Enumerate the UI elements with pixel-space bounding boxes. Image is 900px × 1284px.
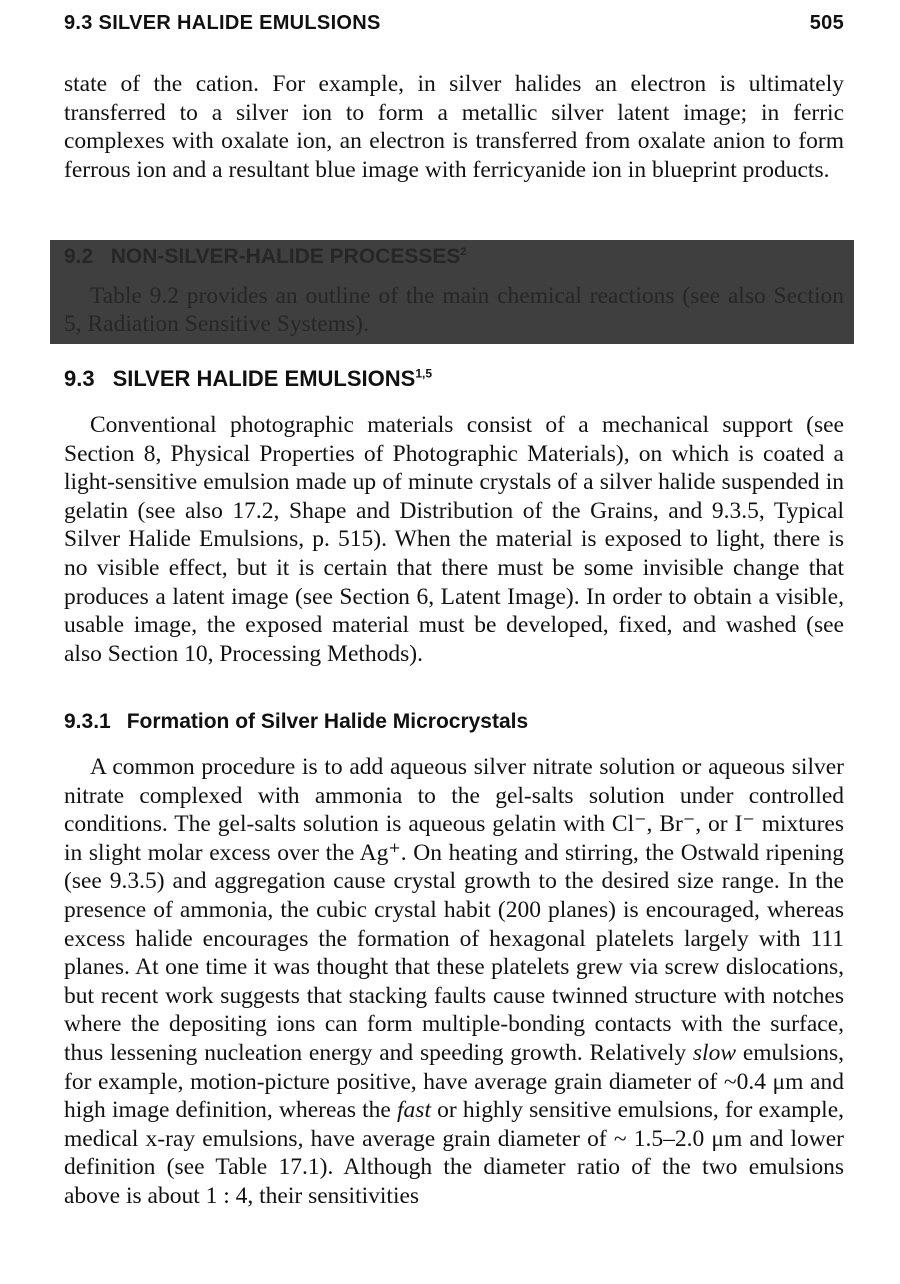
section-9-3-number: 9.3 [64, 366, 95, 391]
section-9-3-1-heading [64, 710, 528, 734]
section-9-2-text: Table 9.2 provides an outline of the main chemical reactions (see also Section 5, Radiation Sensitive Systems). [64, 283, 844, 337]
paragraph-text-a: A common procedure is to add aqueous silver nitrate solution or aqueous silver nitrate complexed with ammonia to the gel-salts solution under controlled conditions. The gel-salts solution is aqueous gelatin with Cl⁻, Br⁻, or I⁻ mixtures in slight molar excess over the Ag⁺. On heating and stirring, the Ostwald ripening (see 9.3.5) and aggregation cause crystal growth to the desired size range. In the presence of ammonia, the cubic crystal habit (200 planes) is encouraged, whereas excess halide encourages the formation of hexagonal platelets largely with 111 planes. At one time it was thought that these platelets grew via screw dislocations, but recent work suggests that stacking faults cause twinned structure with notches where the depositing ions can form multiple-bonding contacts with the surface, thus lessening nucleation energy and speeding growth. Relatively [64, 754, 844, 1066]
emphasis-slow: slow [692, 1039, 737, 1066]
emphasis-fast: fast [397, 1097, 431, 1124]
section-9-2-heading [64, 245, 467, 269]
section-9-3-1-title: Formation of Silver Halide Microcrystals [126, 710, 529, 733]
section-9-3-heading [64, 366, 432, 392]
running-head-section: 9.3 SILVER HALIDE EMULSIONS [64, 12, 381, 34]
section-9-3-paragraph: Conventional photographic materials consist of a mechanical support (see Section 8, Physical Properties of Photographic Materials), on which is coated a light-sensitive emulsion made up of minute crystals of a silver halide suspended in gelatin (see also 17.2, Shape and Distribution of the Grains, and 9.3.5, Typical Silver Halide Emulsions, p. 515). When the material is exposed to light, there is no visible effect, but it is certain that there must be some invisible change that produces a latent image (see Section 6, Latent Image). In order to obtain a visible, usable image, the exposed material must be developed, fixed, and washed (see also Section 10, Processing Methods). [64, 412, 844, 667]
intro-paragraph: state of the cation. For example, in silver halides an electron is ultimately transferred to a silver ion to form a metallic silver latent image; in ferric complexes with oxalate ion, an electron is transferred from oxalate anion to form ferrous ion and a resultant blue image with ferricyanide ion in blueprint products. [64, 71, 844, 183]
running-head [64, 12, 844, 35]
section-9-3-title: SILVER HALIDE EMULSIONS [112, 366, 416, 391]
section-9-2-title: NON-SILVER-HALIDE PROCESSES [110, 245, 461, 268]
section-9-2-ref: 2 [460, 246, 467, 258]
section-9-3-1-paragraph [64, 753, 844, 1211]
page-number: 505 [809, 12, 844, 34]
highlighted-section-9-2 [50, 240, 854, 344]
section-9-3-ref: 1,5 [415, 366, 433, 381]
section-9-3-1-number: 9.3.1 [64, 710, 111, 733]
section-9-2-number: 9.2 [64, 245, 94, 268]
paragraph-text-c: or highly sensitive emulsions, for example, medical x-ray emulsions, have average grain diameter of ~ 1.5–2.0 μm and lower definition (see Table 17.1). Although the diameter ratio of the two emulsions above is about 1 : 4, their sensitivities [64, 1097, 844, 1209]
paragraph-text-b: emulsions, for example, motion-picture positive, have average grain diameter of ~0.4 μm and high image definition, whereas the [64, 1039, 844, 1124]
